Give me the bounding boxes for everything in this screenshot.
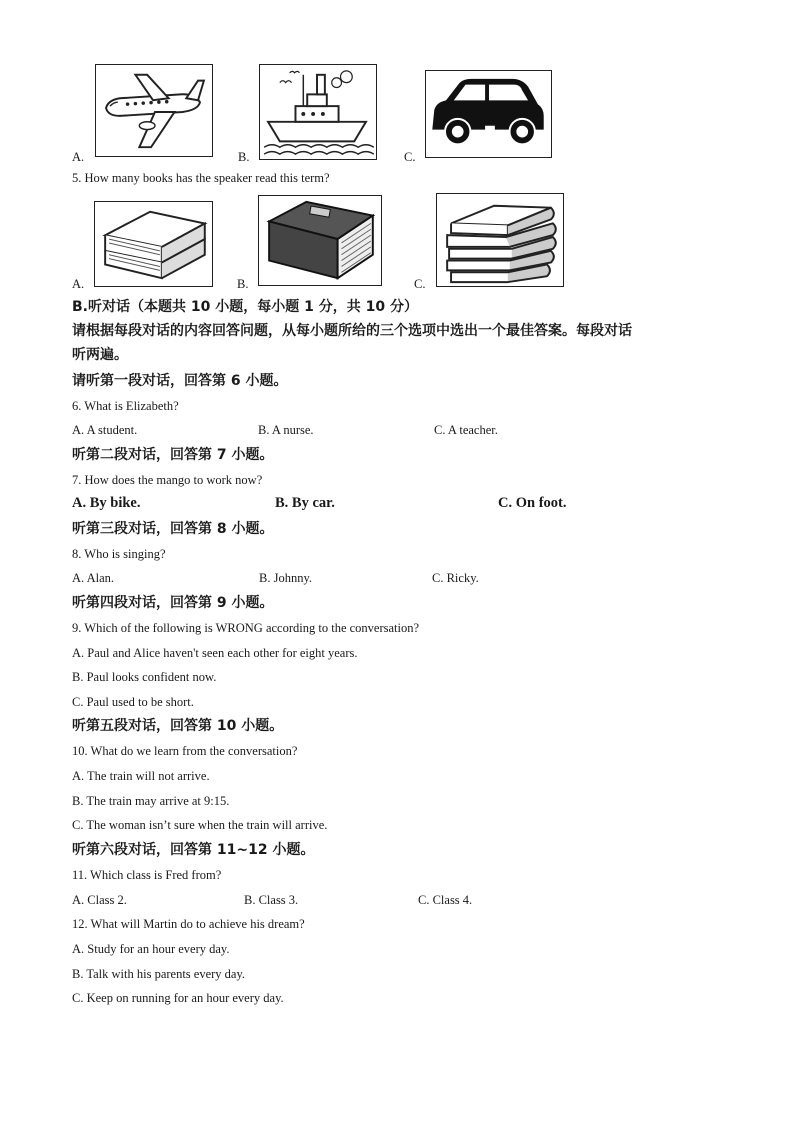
q4-option-c-label: C. (404, 150, 416, 164)
q12-option-c: C. Keep on running for an hour every day. (72, 991, 284, 1005)
q11-option-b: B. Class 3. (244, 893, 299, 907)
q7-question: 7. How does the mango to work now? (72, 473, 263, 487)
many-books-picture (436, 193, 564, 287)
section-b-instruction-line2: 听两遍。 (72, 347, 128, 363)
q9-question: 9. Which of the following is WRONG according to the conversation? (72, 621, 420, 635)
q11-option-c: C. Class 4. (418, 893, 473, 907)
dialog3-heading: 听第三段对话，回答第 8 小题。 (72, 521, 274, 537)
q5-option-a-label: A. (72, 277, 85, 291)
q8-option-a: A. Alan. (72, 571, 115, 585)
section-b-instruction-line1: 请根据每段对话的内容回答问题，从每小题所给的三个选项中选出一个最佳答案。每段对话 (72, 323, 632, 339)
two-books-picture (94, 201, 213, 287)
q11-option-a: A. Class 2. (72, 893, 127, 907)
q10-option-b: B. The train may arrive at 9:15. (72, 794, 230, 808)
q8-option-b: B. Johnny. (259, 571, 313, 585)
q9-option-a: A. Paul and Alice haven't seen each other for eight years. (72, 646, 358, 660)
airplane-picture (95, 64, 213, 157)
q5-option-c-label: C. (414, 277, 426, 291)
q4-option-a-label: A. (72, 150, 85, 164)
q10-option-a: A. The train will not arrive. (72, 769, 210, 783)
q6-question: 6. What is Elizabeth? (72, 399, 179, 413)
q8-question: 8. Who is singing? (72, 547, 166, 561)
car-picture (425, 70, 552, 158)
q6-option-b: B. A nurse. (258, 423, 314, 437)
q10-question: 10. What do we learn from the conversation? (72, 744, 298, 758)
dialog2-heading: 听第二段对话，回答第 7 小题。 (72, 447, 274, 463)
q7-option-b: B. By car. (275, 495, 335, 511)
q5-option-b-label: B. (237, 277, 249, 291)
one-book-picture (258, 195, 382, 286)
q8-option-c: C. Ricky. (432, 571, 479, 585)
q6-option-a: A. A student. (72, 423, 138, 437)
q7-option-c: C. On foot. (498, 495, 567, 511)
q10-option-c: C. The woman isn’t sure when the train will arrive. (72, 818, 328, 832)
q9-option-c: C. Paul used to be short. (72, 695, 194, 709)
dialog5-heading: 听第五段对话，回答第 10 小题。 (72, 718, 284, 734)
ship-picture (259, 64, 377, 160)
section-b-heading: B.听对话（本题共 10 小题，每小题 1 分，共 10 分） (72, 299, 418, 315)
dialog4-heading: 听第四段对话，回答第 9 小题。 (72, 595, 274, 611)
dialog6-heading: 听第六段对话，回答第 11~12 小题。 (72, 842, 315, 858)
q4-option-b-label: B. (238, 150, 250, 164)
q5-question: 5. How many books has the speaker read this term? (72, 171, 330, 185)
q12-question: 12. What will Martin do to achieve his dream? (72, 917, 305, 931)
q11-question: 11. Which class is Fred from? (72, 868, 222, 882)
dialog1-heading: 请听第一段对话，回答第 6 小题。 (72, 373, 288, 389)
q12-option-b: B. Talk with his parents every day. (72, 967, 246, 981)
q9-option-b: B. Paul looks confident now. (72, 670, 217, 684)
q6-option-c: C. A teacher. (434, 423, 498, 437)
q12-option-a: A. Study for an hour every day. (72, 942, 230, 956)
q7-option-a: A. By bike. (72, 495, 141, 511)
